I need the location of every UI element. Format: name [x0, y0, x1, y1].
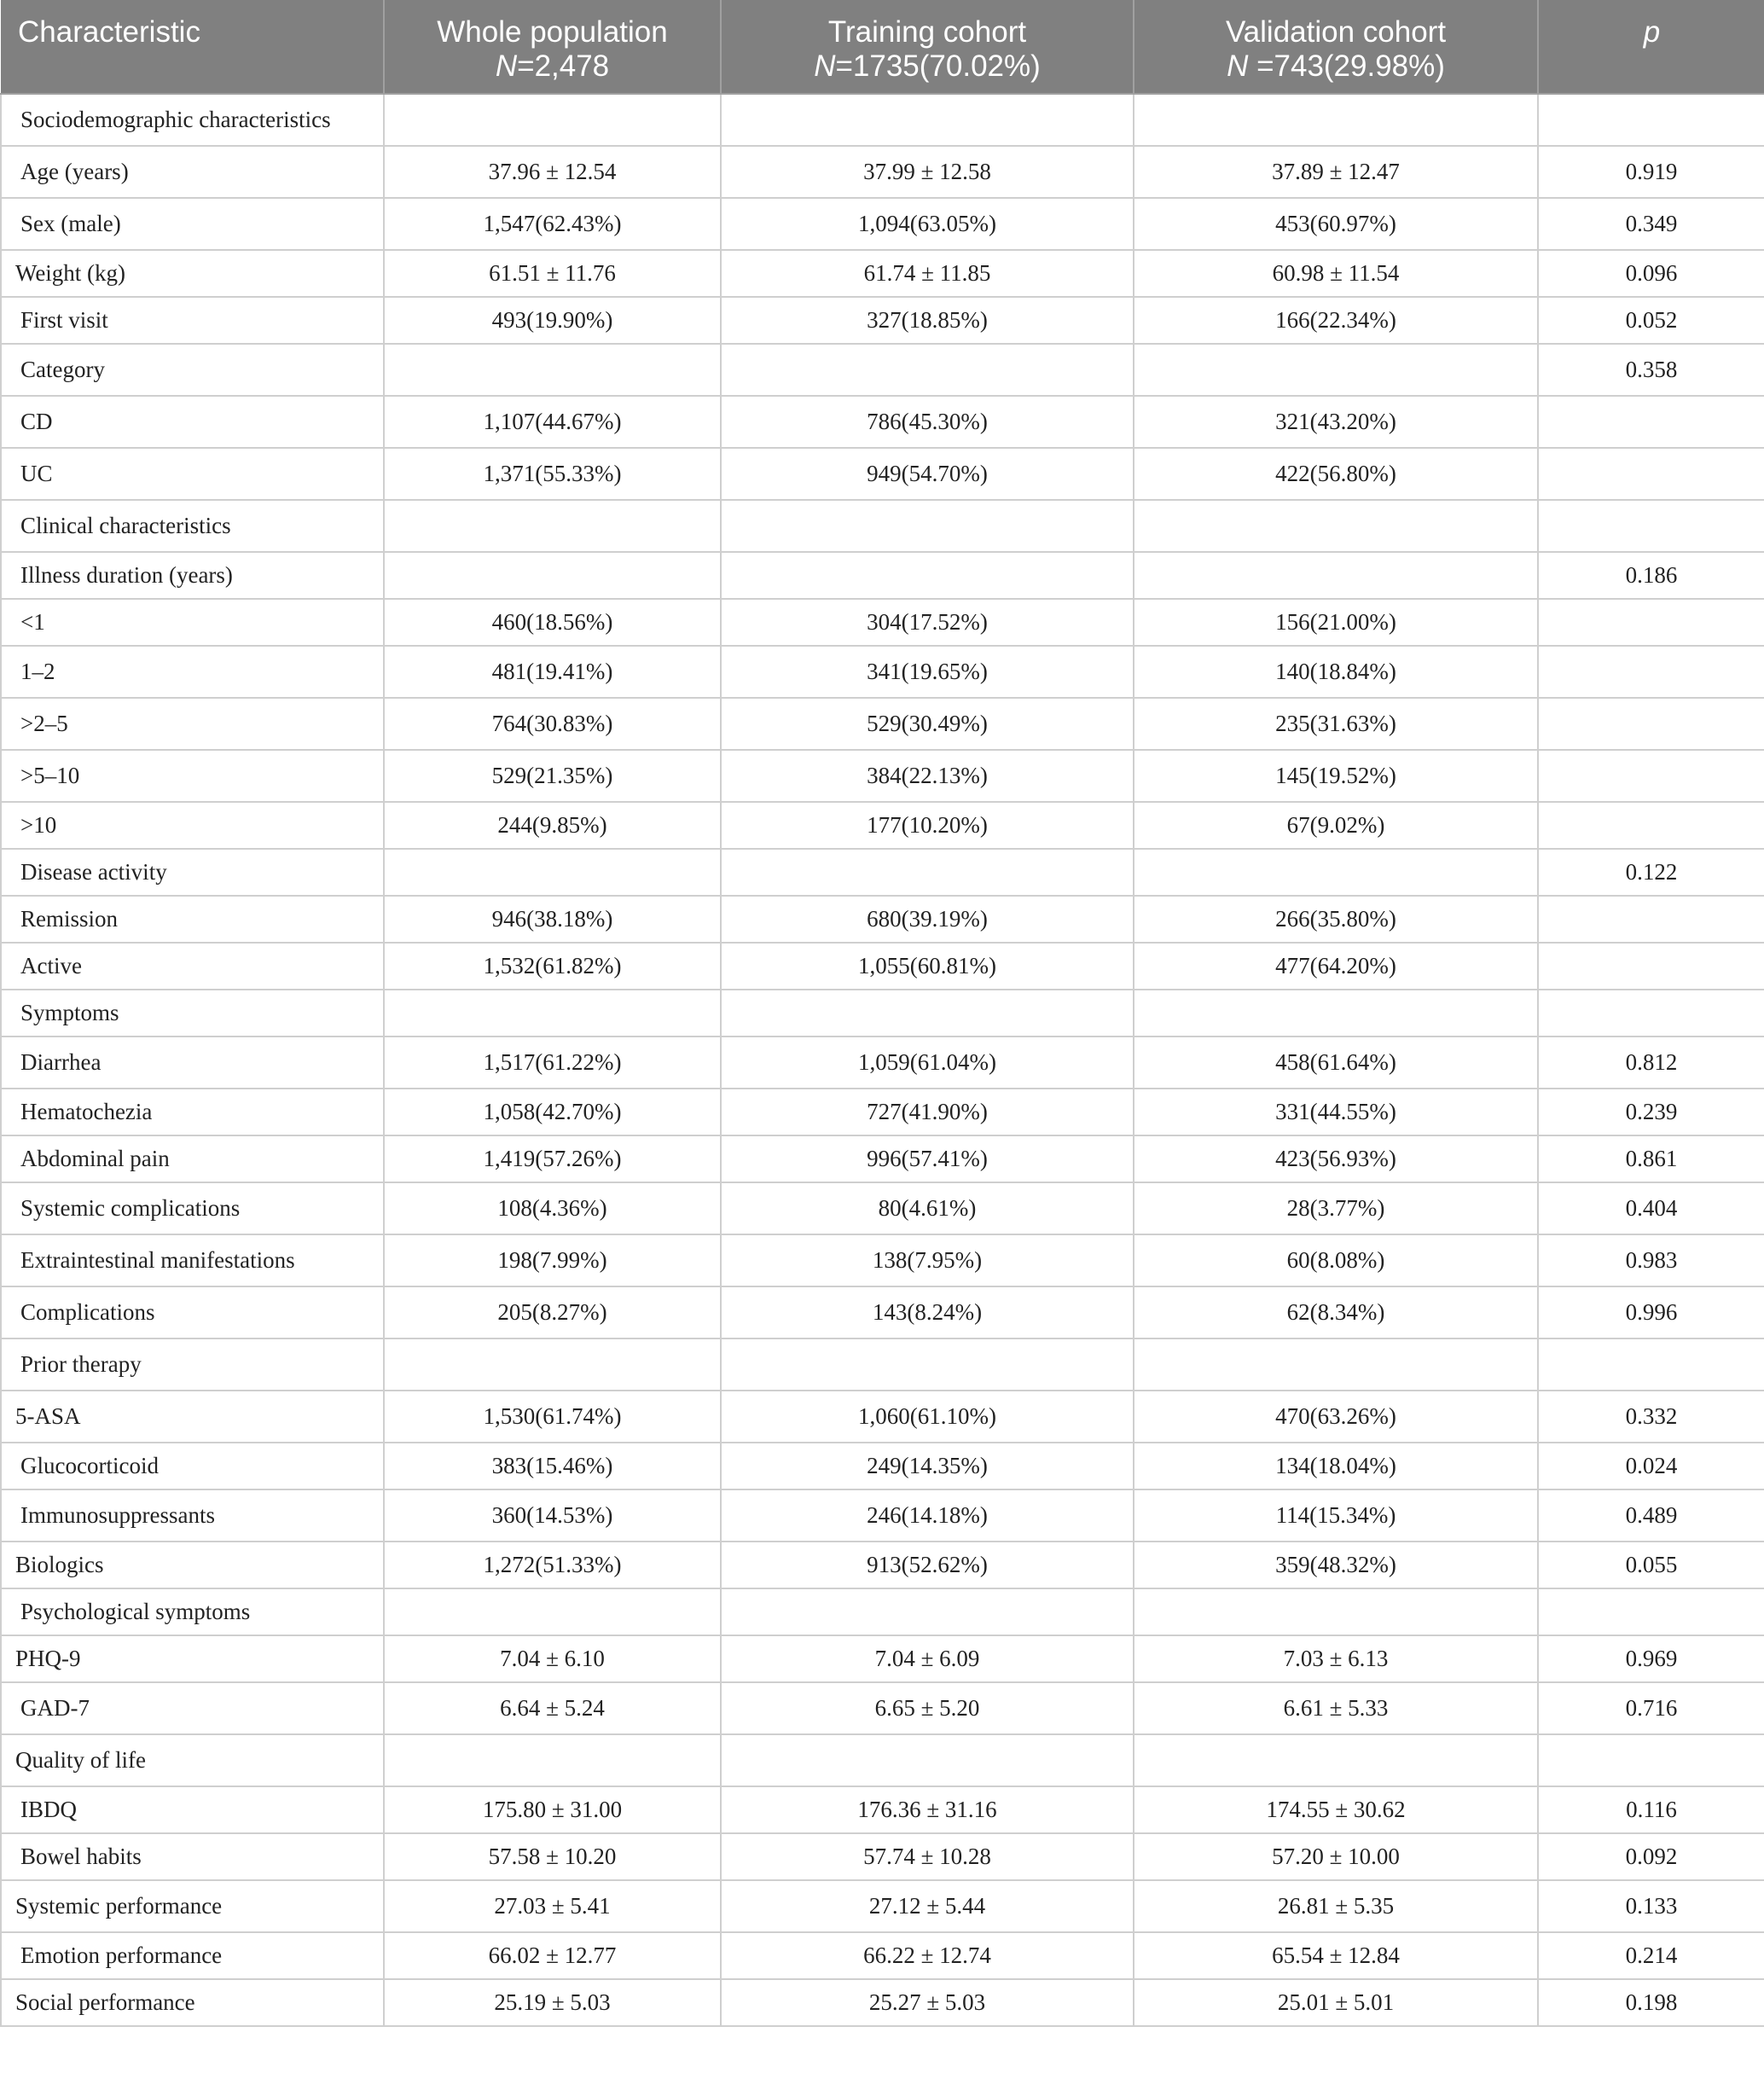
row-label: Diarrhea	[1, 1036, 384, 1089]
row-label: Hematochezia	[1, 1089, 384, 1135]
table-row	[1, 1880, 1764, 1932]
cell-validation	[1134, 500, 1538, 552]
table-row	[1, 1734, 1764, 1786]
cell-training	[721, 552, 1134, 599]
cell-whole: 205(8.27%)	[384, 1286, 721, 1338]
cell-p	[1538, 448, 1764, 500]
table-row	[1, 646, 1764, 698]
cell-whole: 383(15.46%)	[384, 1443, 721, 1489]
header-p-label: p	[1643, 15, 1661, 49]
row-label: Age (years)	[1, 146, 384, 198]
cell-whole	[384, 1588, 721, 1635]
header-characteristic-label: Characteristic	[18, 15, 200, 49]
table-row	[1, 1182, 1764, 1234]
cell-whole	[384, 990, 721, 1036]
cell-training	[721, 990, 1134, 1036]
table-row	[1, 1338, 1764, 1391]
cell-training	[721, 849, 1134, 896]
cell-whole: 6.64 ± 5.24	[384, 1682, 721, 1734]
row-label: Prior therapy	[1, 1338, 384, 1391]
cell-p: 0.489	[1538, 1489, 1764, 1542]
cell-training: 341(19.65%)	[721, 646, 1134, 698]
row-label: Abdominal pain	[1, 1135, 384, 1182]
row-label: 1–2	[1, 646, 384, 698]
cell-validation: 423(56.93%)	[1134, 1135, 1538, 1182]
table-row	[1, 250, 1764, 297]
row-label: Bowel habits	[1, 1833, 384, 1880]
row-label: Sociodemographic characteristics	[1, 94, 384, 146]
cell-whole	[384, 552, 721, 599]
cell-validation: 458(61.64%)	[1134, 1036, 1538, 1089]
row-label: PHQ-9	[1, 1635, 384, 1682]
table-row	[1, 1588, 1764, 1635]
row-label: Psychological symptoms	[1, 1588, 384, 1635]
header-row	[1, 0, 1764, 94]
cell-p	[1538, 500, 1764, 552]
cell-training	[721, 344, 1134, 396]
cell-whole: 481(19.41%)	[384, 646, 721, 698]
cell-p	[1538, 943, 1764, 990]
cell-validation: 359(48.32%)	[1134, 1542, 1538, 1588]
cell-training: 996(57.41%)	[721, 1135, 1134, 1182]
table-row	[1, 146, 1764, 198]
cell-training	[721, 1588, 1134, 1635]
cell-training: 913(52.62%)	[721, 1542, 1134, 1588]
cell-validation	[1134, 552, 1538, 599]
table-row	[1, 1089, 1764, 1135]
row-label: Extraintestinal manifestations	[1, 1234, 384, 1286]
header-training-n-value: =1735(70.02%)	[835, 49, 1041, 83]
cell-whole: 529(21.35%)	[384, 750, 721, 802]
cell-whole: 1,419(57.26%)	[384, 1135, 721, 1182]
table-row	[1, 1234, 1764, 1286]
row-label: IBDQ	[1, 1786, 384, 1833]
cell-whole: 1,517(61.22%)	[384, 1036, 721, 1089]
cell-training: 66.22 ± 12.74	[721, 1932, 1134, 1979]
cell-p: 0.092	[1538, 1833, 1764, 1880]
cell-p: 0.983	[1538, 1234, 1764, 1286]
row-label: Sex (male)	[1, 198, 384, 250]
cell-p	[1538, 698, 1764, 750]
cell-validation: 26.81 ± 5.35	[1134, 1880, 1538, 1932]
table-row	[1, 448, 1764, 500]
cell-training: 25.27 ± 5.03	[721, 1979, 1134, 2026]
cell-validation	[1134, 849, 1538, 896]
cell-training: 61.74 ± 11.85	[721, 250, 1134, 297]
cell-validation: 62(8.34%)	[1134, 1286, 1538, 1338]
cell-whole: 175.80 ± 31.00	[384, 1786, 721, 1833]
cell-p	[1538, 1734, 1764, 1786]
cell-whole	[384, 94, 721, 146]
cell-validation: 28(3.77%)	[1134, 1182, 1538, 1234]
table-row	[1, 750, 1764, 802]
cell-training: 138(7.95%)	[721, 1234, 1134, 1286]
cell-validation	[1134, 1588, 1538, 1635]
cell-whole: 1,058(42.70%)	[384, 1089, 721, 1135]
cell-training: 529(30.49%)	[721, 698, 1134, 750]
cell-validation: 60.98 ± 11.54	[1134, 250, 1538, 297]
cell-validation: 331(44.55%)	[1134, 1089, 1538, 1135]
header-validation-cohort	[1134, 0, 1538, 94]
table-row	[1, 1391, 1764, 1443]
cell-p	[1538, 646, 1764, 698]
header-whole-n-value: =2,478	[517, 49, 610, 83]
cell-validation: 156(21.00%)	[1134, 599, 1538, 646]
table-row	[1, 1286, 1764, 1338]
cell-p: 0.214	[1538, 1932, 1764, 1979]
cell-training: 57.74 ± 10.28	[721, 1833, 1134, 1880]
row-label: Remission	[1, 896, 384, 943]
cell-p: 0.116	[1538, 1786, 1764, 1833]
table-row	[1, 896, 1764, 943]
cell-validation	[1134, 1734, 1538, 1786]
cell-whole	[384, 344, 721, 396]
cell-p: 0.024	[1538, 1443, 1764, 1489]
table-row	[1, 1786, 1764, 1833]
cell-validation: 67(9.02%)	[1134, 802, 1538, 849]
cell-training	[721, 500, 1134, 552]
row-label: Emotion performance	[1, 1932, 384, 1979]
cell-p: 0.055	[1538, 1542, 1764, 1588]
cell-training: 177(10.20%)	[721, 802, 1134, 849]
header-p-value	[1538, 0, 1764, 94]
cell-p: 0.812	[1538, 1036, 1764, 1089]
cell-p: 0.358	[1538, 344, 1764, 396]
cell-whole: 1,547(62.43%)	[384, 198, 721, 250]
table-row	[1, 94, 1764, 146]
table-row	[1, 698, 1764, 750]
cell-validation: 114(15.34%)	[1134, 1489, 1538, 1542]
row-label: Systemic performance	[1, 1880, 384, 1932]
cell-validation	[1134, 1338, 1538, 1391]
cell-validation: 166(22.34%)	[1134, 297, 1538, 344]
row-label: Quality of life	[1, 1734, 384, 1786]
cell-p: 0.133	[1538, 1880, 1764, 1932]
cell-training: 949(54.70%)	[721, 448, 1134, 500]
cell-whole: 244(9.85%)	[384, 802, 721, 849]
table-body	[1, 94, 1764, 2026]
cell-validation: 134(18.04%)	[1134, 1443, 1538, 1489]
cell-training: 249(14.35%)	[721, 1443, 1134, 1489]
table-row	[1, 1932, 1764, 1979]
cell-p: 0.861	[1538, 1135, 1764, 1182]
cell-training: 27.12 ± 5.44	[721, 1880, 1134, 1932]
cell-training: 143(8.24%)	[721, 1286, 1134, 1338]
cell-validation: 422(56.80%)	[1134, 448, 1538, 500]
row-label: GAD-7	[1, 1682, 384, 1734]
cell-validation: 140(18.84%)	[1134, 646, 1538, 698]
cell-training: 1,094(63.05%)	[721, 198, 1134, 250]
cell-whole: 1,272(51.33%)	[384, 1542, 721, 1588]
cell-validation	[1134, 94, 1538, 146]
cell-p: 0.186	[1538, 552, 1764, 599]
table-row	[1, 297, 1764, 344]
cell-p: 0.349	[1538, 198, 1764, 250]
table-row	[1, 1682, 1764, 1734]
cell-training: 1,055(60.81%)	[721, 943, 1134, 990]
table-row	[1, 1135, 1764, 1182]
cell-whole: 37.96 ± 12.54	[384, 146, 721, 198]
cell-whole: 108(4.36%)	[384, 1182, 721, 1234]
cell-whole: 198(7.99%)	[384, 1234, 721, 1286]
cell-training: 80(4.61%)	[721, 1182, 1134, 1234]
cell-p	[1538, 802, 1764, 849]
header-whole-population	[384, 0, 721, 94]
row-label: Category	[1, 344, 384, 396]
row-label: >10	[1, 802, 384, 849]
table-row	[1, 198, 1764, 250]
row-label: Social performance	[1, 1979, 384, 2026]
cell-whole: 460(18.56%)	[384, 599, 721, 646]
table-row	[1, 599, 1764, 646]
row-label: First visit	[1, 297, 384, 344]
cell-validation: 266(35.80%)	[1134, 896, 1538, 943]
table-row	[1, 802, 1764, 849]
cell-training: 246(14.18%)	[721, 1489, 1134, 1542]
cell-whole: 66.02 ± 12.77	[384, 1932, 721, 1979]
row-label: Active	[1, 943, 384, 990]
row-label: Clinical characteristics	[1, 500, 384, 552]
cell-validation: 470(63.26%)	[1134, 1391, 1538, 1443]
row-label: Complications	[1, 1286, 384, 1338]
table-row	[1, 943, 1764, 990]
header-whole-n-label: N	[495, 49, 518, 83]
cell-p: 0.969	[1538, 1635, 1764, 1682]
cell-validation: 6.61 ± 5.33	[1134, 1682, 1538, 1734]
cell-whole: 7.04 ± 6.10	[384, 1635, 721, 1682]
table-row	[1, 552, 1764, 599]
cell-p	[1538, 396, 1764, 448]
table-row	[1, 500, 1764, 552]
row-label: UC	[1, 448, 384, 500]
cell-training: 327(18.85%)	[721, 297, 1134, 344]
row-label: CD	[1, 396, 384, 448]
cell-training: 304(17.52%)	[721, 599, 1134, 646]
table-row	[1, 396, 1764, 448]
cell-validation: 65.54 ± 12.84	[1134, 1932, 1538, 1979]
cell-whole: 764(30.83%)	[384, 698, 721, 750]
table-row	[1, 1833, 1764, 1880]
row-label: Illness duration (years)	[1, 552, 384, 599]
cell-training: 37.99 ± 12.58	[721, 146, 1134, 198]
cell-whole: 1,371(55.33%)	[384, 448, 721, 500]
cell-whole	[384, 1338, 721, 1391]
cell-training	[721, 94, 1134, 146]
cell-whole	[384, 849, 721, 896]
cell-p: 0.332	[1538, 1391, 1764, 1443]
cell-p	[1538, 750, 1764, 802]
cell-whole	[384, 1734, 721, 1786]
row-label: Glucocorticoid	[1, 1443, 384, 1489]
cell-whole: 27.03 ± 5.41	[384, 1880, 721, 1932]
cell-whole: 493(19.90%)	[384, 297, 721, 344]
cell-validation: 37.89 ± 12.47	[1134, 146, 1538, 198]
cell-whole: 57.58 ± 10.20	[384, 1833, 721, 1880]
cell-validation: 174.55 ± 30.62	[1134, 1786, 1538, 1833]
cell-p	[1538, 896, 1764, 943]
header-training-cohort	[721, 0, 1134, 94]
cell-training	[721, 1734, 1134, 1786]
header-characteristic	[1, 0, 384, 94]
row-label: Biologics	[1, 1542, 384, 1588]
cell-validation: 453(60.97%)	[1134, 198, 1538, 250]
cell-validation: 145(19.52%)	[1134, 750, 1538, 802]
header-training-title: Training cohort	[827, 15, 1027, 49]
cell-validation	[1134, 990, 1538, 1036]
cell-validation: 321(43.20%)	[1134, 396, 1538, 448]
cell-p: 0.198	[1538, 1979, 1764, 2026]
row-label: Weight (kg)	[1, 250, 384, 297]
cell-validation	[1134, 344, 1538, 396]
row-label: >5–10	[1, 750, 384, 802]
cell-training: 384(22.13%)	[721, 750, 1134, 802]
cell-validation: 60(8.08%)	[1134, 1234, 1538, 1286]
cell-training: 176.36 ± 31.16	[721, 1786, 1134, 1833]
cell-whole: 1,107(44.67%)	[384, 396, 721, 448]
header-validation-title: Validation cohort	[1225, 15, 1447, 49]
cell-p: 0.716	[1538, 1682, 1764, 1734]
cell-validation: 25.01 ± 5.01	[1134, 1979, 1538, 2026]
cell-whole	[384, 500, 721, 552]
cell-p	[1538, 94, 1764, 146]
header-whole-title: Whole population	[437, 15, 668, 49]
cell-whole: 360(14.53%)	[384, 1489, 721, 1542]
row-label: 5-ASA	[1, 1391, 384, 1443]
cell-p: 0.239	[1538, 1089, 1764, 1135]
cell-p: 0.052	[1538, 297, 1764, 344]
cell-training: 6.65 ± 5.20	[721, 1682, 1134, 1734]
cell-whole: 946(38.18%)	[384, 896, 721, 943]
cell-p	[1538, 990, 1764, 1036]
cell-p	[1538, 1338, 1764, 1391]
cell-training: 1,059(61.04%)	[721, 1036, 1134, 1089]
cell-whole: 1,530(61.74%)	[384, 1391, 721, 1443]
cell-training: 727(41.90%)	[721, 1089, 1134, 1135]
cell-validation: 57.20 ± 10.00	[1134, 1833, 1538, 1880]
cell-training: 7.04 ± 6.09	[721, 1635, 1134, 1682]
cell-p: 0.996	[1538, 1286, 1764, 1338]
row-label: Systemic complications	[1, 1182, 384, 1234]
cell-whole: 25.19 ± 5.03	[384, 1979, 721, 2026]
cell-training: 786(45.30%)	[721, 396, 1134, 448]
cell-whole: 1,532(61.82%)	[384, 943, 721, 990]
table-row	[1, 1542, 1764, 1588]
table-row	[1, 1443, 1764, 1489]
cell-p	[1538, 599, 1764, 646]
table-row	[1, 344, 1764, 396]
table-row	[1, 1036, 1764, 1089]
cell-validation: 235(31.63%)	[1134, 698, 1538, 750]
cell-training: 680(39.19%)	[721, 896, 1134, 943]
row-label: Symptoms	[1, 990, 384, 1036]
header-training-n-label: N	[814, 49, 836, 83]
table-row	[1, 1635, 1764, 1682]
cell-training: 1,060(61.10%)	[721, 1391, 1134, 1443]
header-validation-n-value: =743(29.98%)	[1248, 49, 1445, 83]
table-row	[1, 849, 1764, 896]
cell-p: 0.404	[1538, 1182, 1764, 1234]
cell-training	[721, 1338, 1134, 1391]
row-label: Disease activity	[1, 849, 384, 896]
cell-p: 0.096	[1538, 250, 1764, 297]
row-label: >2–5	[1, 698, 384, 750]
cell-validation: 477(64.20%)	[1134, 943, 1538, 990]
cell-p: 0.122	[1538, 849, 1764, 896]
row-label: <1	[1, 599, 384, 646]
cell-validation: 7.03 ± 6.13	[1134, 1635, 1538, 1682]
table-row	[1, 990, 1764, 1036]
header-validation-n-label: N	[1227, 49, 1249, 83]
table-row	[1, 1489, 1764, 1542]
cell-p: 0.919	[1538, 146, 1764, 198]
cell-whole: 61.51 ± 11.76	[384, 250, 721, 297]
row-label: Immunosuppressants	[1, 1489, 384, 1542]
cell-p	[1538, 1588, 1764, 1635]
table-row	[1, 1979, 1764, 2026]
